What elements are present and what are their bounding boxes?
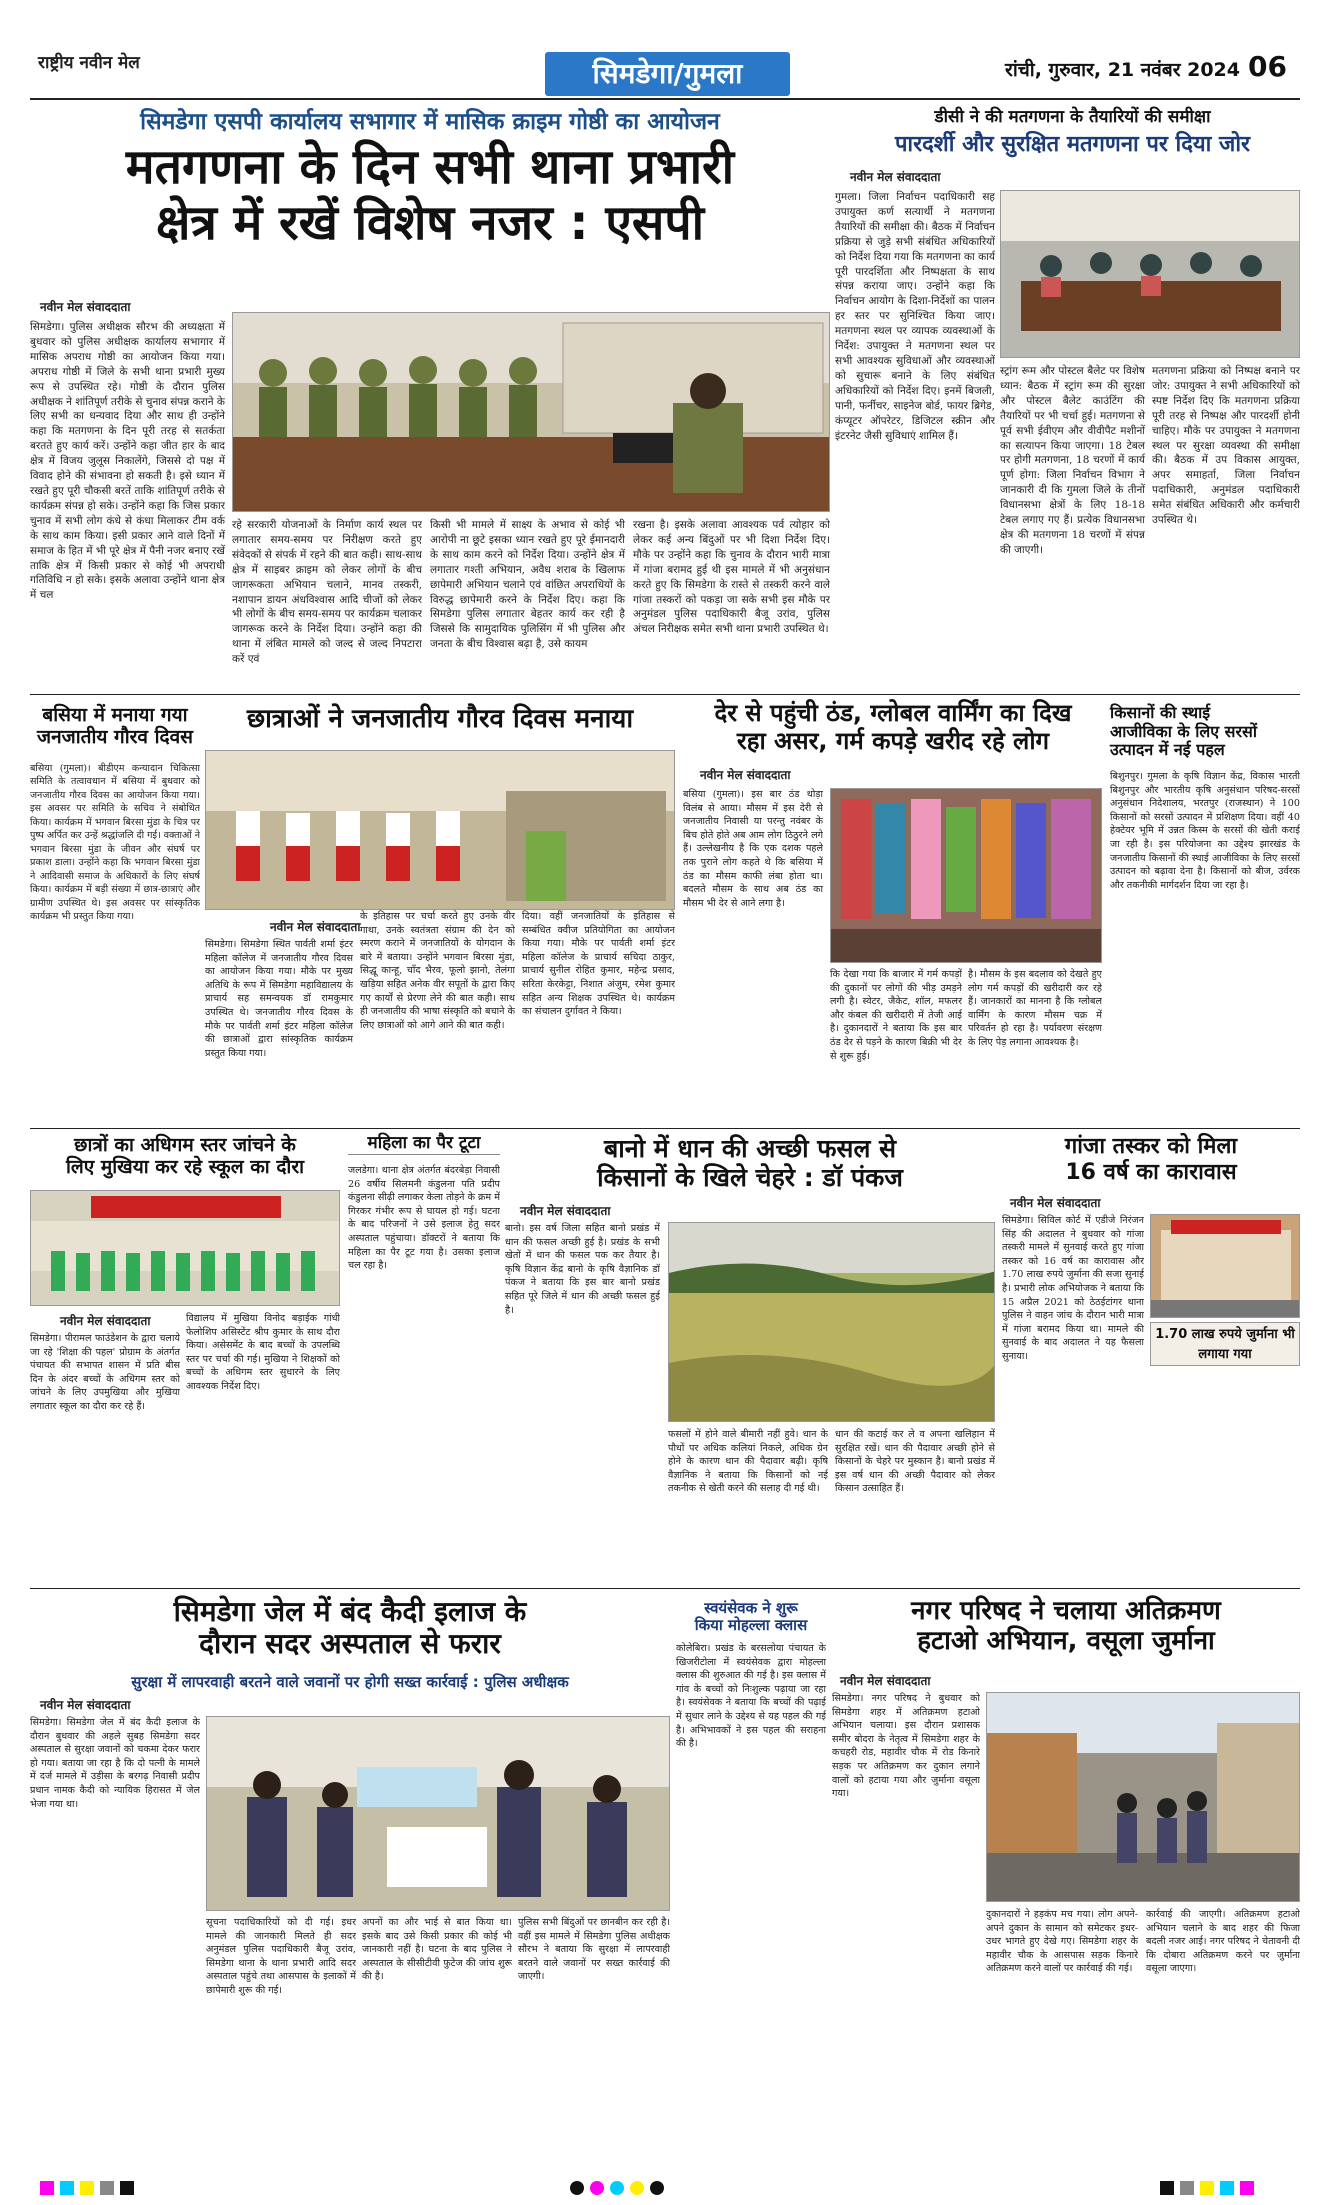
a2-byline: नवीन मेल संवाददाता [850, 170, 941, 184]
a1-headline-line1: मतगणना के दिन सभी थाना प्रभारी [125, 139, 735, 195]
a10-headline-line2: 16 वर्ष का कारावास [1065, 1159, 1237, 1185]
a2-col1: गुमला। जिला निर्वाचन पदाधिकारी सह उपायुक्त कर्ण सत्यार्थी ने मतगणना तैयारियों की समीक्षा की। बैठक में निर्वाचन प्रक्रिया से जुड़े सभी संबंधित अधिकारियों को निर्देश दिया गया कि मतगणना का कार्य पूरी पारदर्शिता और निष्पक्षता के साथ संपन्न कराया जाए। उन्होंने कहा कि निर्वाचन आयोग के दिशा-निर्देशों का पालन हर स्तर पर सुनिश्चित किया जाए। मतगणना स्थल पर व्यापक व्यवस्थाओं के निर्देश: उपायुक्त ने मतगणना स्थल पर सभी आवश्यक सुविधाओं और व्यवस्थाओं को सुचारू बनाने के लिए संबंधित अधिकारियों को निर्देश दिए। इनमें बिजली, पानी, फर्नीचर, साइनेज बोर्ड, फायर ब्रिगेड, कंप्यूटर ऑपरेटर, डिजिटल स्क्रीन और इंटरनेट जैसी सुविधाएं शामिल हैं। [835, 191, 995, 442]
a5-col2: कि देखा गया कि बाजार में गर्म कपड़ों की दुकानों पर लोगों की भीड़ उमड़ने लगी है। स्वेटर, जैकेट, शॉल, मफलर और कंबल की खरीदारी में तेजी आई है। दुकानदारों ने बताया कि इस बार ठंड देर से पड़ने के कारण बिक्री भी देर से शुरू हुई। [830, 969, 962, 1062]
a1-col3: किसी भी मामले में साक्ष्य के अभाव से कोई भी आरोपी ना छूटे इसका ध्यान रखते हुए पूरे ईमानदारी के साथ काम करने को निर्देश दिया। उन्होंने क्षेत्र में लगातार गश्ती अभियान, अवैध शराब के खिलाफ छापेमारी अभियान चलाने एवं वांछित अपराधियों के विरुद्ध छापेमारी करने के निर्देश दिए। कहा कि सिमडेगा पुलिस लगातार बेहतर कार्य कर रही है जिससे कि सामुदायिक पुलिसिंग में भी पुलिस और जनता के बीच विश्वास बढ़ा है, उसे कायम [430, 519, 625, 651]
a1-photo-meeting [232, 312, 830, 512]
a7-headline-line2: लिए मुखिया कर रहे स्कूल का दौरा [65, 1156, 305, 1179]
a4-col2: के इतिहास पर चर्चा करते हुए उनके वीर गाथा, उनके स्वतंत्रता संग्राम की देन को स्मरण कराने में जनजातियों के योगदान के बारे में बताया। उन्होंने भगवान बिरसा मुंडा, सिद्धू कान्हू, चाँद भैरव, फूलो झानो, तेलंगा खड़िया सहित अनेक वीर सपूतों के द्वारा किए गए कार्यों से प्रेरणा लेने की बात कही। साथ ही जनजातीय की भाषा संस्कृति को बचाने के लिए छात्राओं को आगे आने की बात कही। [360, 911, 515, 1031]
a11-headline-line2: दौरान सदर अस्पताल से फरार [199, 1627, 501, 1661]
a3-headline-line2: जनजातीय गौरव दिवस [36, 726, 194, 749]
section-band: सिमडेगा/गुमला [545, 52, 790, 96]
a2-col2: स्ट्रांग रूम और पोस्टल बैलेट पर विशेष ध्यान: बैठक में स्ट्रांग रूम की सुरक्षा और पोस्टल बैलेट काउंटिंग की तैयारियों पर भी चर्चा हुई। मतगणना से पूर्व सभी ईवीएम और वीवीपैट मशीनों का सत्यापन किया जाएगा। 18 टेबल पर होगी मतगणना, 18 चरणों में कार्य पूर्ण होगा: जिला निर्वाचन विभाग ने जानकारी दी कि गुमला जिले के तीनों विधानसभा क्षेत्रों के लिए 18-18 टेबल लगाए गए हैं। प्रत्येक विधानसभा क्षेत्र की मतगणना 18 चरणों में संपन्न की जाएगी। [1000, 365, 1145, 556]
a6-headline-line3: उत्पादन में नई पहल [1110, 740, 1225, 760]
a7-col2: विद्यालय में मुखिया विनोद बड़ाईक गांधी फेलोशिप असिस्टेंट श्रीप कुमार के साथ दौरा किया। असेसमेंट के बाद बच्चों के उपलब्धि स्तर पर चर्चा की गई। मुखिया ने शिक्षकों को बच्चों के अधिगम स्तर सुधारने के लिए आवश्यक निर्देश दिए। [186, 1313, 340, 1393]
a13-col2: दुकानदारों ने हड़कंप मच गया। लोग अपने-अपने दुकान के सामान को समेटकर इधर-उधर भागते हुए देखे गए। सिमडेगा शहर के महावीर चौक के आसपास सड़क किनारे अतिक्रमण करने वालों पर कार्रवाई की गई। [986, 1909, 1138, 1975]
a8-headline: महिला का पैर टूटा [348, 1134, 500, 1155]
a8-body: जलडेगा। थाना क्षेत्र अंतर्गत बंदरबेड़ा निवासी 26 वर्षीय सिलमनी कंडुलना पति प्रदीप कंडुलना सीढ़ी लगाकर केला तोड़ने के क्रम में गिरकर गंभीर रूप से घायल हो गई। घटना के बाद परिजनों ने उसे इलाज हेतु सदर अस्पताल पहुंचाया। डॉक्टरों ने बताया कि महिला का पैर टूट गया है। उसका इलाज चल रहा है। [348, 1165, 500, 1272]
a12-kicker-line2: किया मोहल्ला क्लास [694, 1616, 808, 1635]
a4-col3: दिया। वहीं जनजातियों के इतिहास से सम्बंधित क्वीज प्रतियोगिता का आयोजन किया गया। मौके पर पार्वती शर्मा इंटर महिला कॉलेज के प्राचार्य सचिदा ठाकुर, प्राचार्य सुनील रोहित कुमार, महेन्द्र प्रसाद, सरिता केरकेट्टा, निशात अंजुम, रमेश कुमार सहित अन्य शिक्षक उपस्थित थे। कार्यक्रम का संचालन दुर्गावत ने किया। [522, 911, 675, 1018]
a1-headline-line2: क्षेत्र में रखें विशेष नजर : एसपी [155, 194, 705, 251]
a13-col3: कार्रवाई की जाएगी। अतिक्रमण हटाओ अभियान चलाने के बाद शहर की फिजा बदली नजर आई। नगर परिषद ने चेतावनी दी कि दोबारा अतिक्रमण करने पर जुर्माना वसूला जाएगा। [1146, 1909, 1300, 1975]
a11-headline [30, 1596, 670, 1661]
a6-headline-line2: आजीविका के लिए सरसों [1110, 721, 1257, 741]
a10-headline [1002, 1134, 1300, 1185]
a1-byline: नवीन मेल संवाददाता [40, 300, 131, 314]
a11-byline: नवीन मेल संवाददाता [40, 1698, 131, 1712]
a9-byline: नवीन मेल संवाददाता [520, 1204, 611, 1218]
a13-headline-line2: हटाओ अभियान, वसूला जुर्माना [917, 1626, 1215, 1657]
a11-photo-hospital [206, 1716, 670, 1911]
a1-col1: सिमडेगा। पुलिस अधीक्षक सौरभ की अध्यक्षता में बुधवार को पुलिस अधीक्षक कार्यालय सभागार में मासिक अपराध गोष्ठी का आयोजन किया गया। अपराध गोष्ठी में जिले के सभी थाना प्रभारी मुख्य रूप से उपस्थित रहे। गोष्ठी के दौरान पुलिस अधीक्षक ने शांतिपूर्ण तरीके से चुनाव संपन्न कराने के लिए सभी का धन्यवाद दिया और साथ ही उन्होंने कहा कि मतगणना के दिन पूरी तरह से सतर्कता बरतते हुए कार्य करें। उन्होंने कहा जीत हार के बाद क्षेत्र में विजय जुलूस निकालेंगे, जिससे दो पक्ष में विवाद होने की संभावना हो सकती है। इसे ध्यान में रखते हुए पूरी चौकसी बरतें ताकि शांतिपूर्ण तरीके से कार्यक्रम संपन्न हो सके। उन्होंने कहा कि जिस प्रकार चुनाव में सभी लोग कंधे से कंधा मिलाकर टीम वर्क के साथ काम किया। इसी प्रकार आने वाले दिनों में समाज के हित में भी पूरे क्षेत्र में पैनी नजर बनाए रखें ताकि क्षेत्र में किसी प्रकार से कोई भी अपराधी गतिविधि न हो सके। इसके अलावा उन्होंने थाना क्षेत्र में चल [30, 321, 225, 602]
a6-body: बिशुनपुर। गुमला के कृषि विज्ञान केंद्र, विकास भारती बिशुनपुर और भारतीय कृषि अनुसंधान परिषद-सरसों अनुसंधान निदेशालय, भरतपुर (राजस्थान) ने 100 किसानों को सरसों उत्पादन में प्रशिक्षण दिया। वहीं 40 हेक्टेयर भूमि में उन्नत किस्म के सरसों की खेती कराई जा रही है। इस परियोजना का उद्देश्य झारखंड के जनजातीय किसानों की स्थाई आजीविका के लिए सरसों उत्पादन को बढ़ावा देना है। किसानों को बीज, उर्वरक और तकनीकी मार्गदर्शन दिया जा रहा है। [1110, 771, 1300, 891]
a3-body: बसिया (गुमला)। बीडीएम कन्यादान चिकित्सा समिति के तत्वावधान में बसिया में बुधवार को जनजातीय गौरव दिवस का आयोजन किया गया। इस अवसर पर समिति के सचिव ने संबोधित किया। कार्यक्रम में भगवान बिरसा मुंडा के चित्र पर पुष्प अर्पित कर उन्हें श्रद्धांजलि दी गई। वक्ताओं ने भगवान बिरसा मुंडा के जीवन और संघर्ष पर प्रकाश डाला। उन्होंने कहा कि भगवान बिरसा मुंडा ने आदिवासी समाज के अधिकारों के लिए संघर्ष किया। कार्यक्रम में बड़ी संख्या में छात्र-छात्राएं और ग्रामीण उपस्थित थे। इस अवसर पर सांस्कृतिक कार्यक्रम भी प्रस्तुत किया गया। [30, 763, 200, 923]
a11-subhead: सुरक्षा में लापरवाही बरतने वाले जवानों पर होगी सख्त कार्रवाई : पुलिस अधीक्षक [131, 1673, 569, 1691]
a2-kicker: डीसी ने की मतगणना के तैयारियों की समीक्षा [934, 107, 1211, 127]
a11-col2: सूचना पदाधिकारियों को दी गई। इधर मामले की जानकारी मिलते ही सदर अनुमंडल पुलिस पदाधिकारी बैजू उरांव, सिमडेगा थाना के थाना प्रभारी आदि सदर अस्पताल पहुंचे तथा आसपास के इलाकों में छापेमारी शुरू की गई। [206, 1917, 356, 1997]
a13-photo-street [986, 1692, 1300, 1902]
a6-headline-line1: किसानों की स्थाई [1110, 703, 1211, 722]
a5-photo-market [830, 788, 1102, 963]
a7-headline [30, 1134, 340, 1178]
a5-col1: बसिया (गुमला)। इस बार ठंड थोड़ा विलंब से आया। मौसम में इस देरी से जनजातीय निवासी या परन्तु नवंबर के बिच होते होते अब आम लोग ठिठुरने लगे हैं। उल्लेखनीय है कि एक दशक पहले तक पुराने लोग कहते थे कि बसिया में ठंड का मौसम काफी लंबा होता था। बदलते मौसम के साथ अब ठंड का मौसम भी देर से आने लगा है। [683, 789, 823, 909]
a7-col1: सिमडेगा। पीरामल फाउंडेशन के द्वारा चलाये जा रहे 'शिक्षा की पहल' प्रोग्राम के अंतर्गत पंचायत की सभापत शासन में प्रति बीस दिन के अंदर बच्चों के अधिगम स्तर को जांचने के लिए उपमुखिया और मुखिया लगातार स्कूल का दौरा कर रहे हैं। [30, 1333, 180, 1413]
a3-headline-line1: बसिया में मनाया गया [42, 704, 188, 726]
a10-byline: नवीन मेल संवाददाता [1010, 1196, 1101, 1210]
a12-kicker-line1: स्वयंसेवक ने शुरू [704, 1599, 798, 1617]
a10-photo-court [1150, 1214, 1300, 1318]
a9-col1: बानो। इस वर्ष जिला सहित बानो प्रखंड में धान की फसल अच्छी हुई है। प्रखंड के सभी खेतों में धान की फसल पक कर तैयार है। कृषि विज्ञान केंद्र बानो के कृषि वैज्ञानिक डॉ पंकज ने बताया कि इस बार बानो प्रखंड सहित पूरे जिले में धान की अच्छी फसल हुई है। [505, 1223, 660, 1316]
a13-col1: सिमडेगा। नगर परिषद ने बुधवार को सिमडेगा शहर में अतिक्रमण हटाओ अभियान चलाया। इस दौरान प्रशासक समीर बोदरा के नेतृत्व में सिमडेगा शहर के कचहरी रोड, महावीर चौक में रोड किनारे सड़क पर अतिक्रमण कर दुकान लगाने वालों को हटाया गया और जुर्माना वसूला गया। [832, 1693, 980, 1800]
a9-col2: फसलों में होने वाले बीमारी नहीं हुवे। धान के पौधों पर अधिक कलियां निकले, अधिक ग्रेन होने के कारण धान की पैदावार बढ़ी। कृषि वैज्ञानिक ने बताया कि किसानों को नई तकनीक से खेती करने की सलाह दी गई थी। [668, 1429, 828, 1495]
a2-col3: मतगणना प्रक्रिया को निष्पक्ष बनाने पर जोर: उपायुक्त ने सभी अधिकारियों को स्पष्ट निर्देश दिए कि मतगणना प्रक्रिया पूरी तरह से निष्पक्ष और पारदर्शी होनी चाहिए। मौके पर उपायुक्त ने मतगणना स्थल पर सुरक्षा व्यवस्था की समीक्षा की। बैठक में उप विकास आयुक्त, अपर समाहर्ता, जिला निर्वाचन पदाधिकारी, अनुमंडल पदाधिकारी समेत संबंधित अधिकारी और कर्मचारी उपस्थित थे। [1152, 365, 1300, 527]
a1-col4: रखना है। इसके अलावा आवश्यक पर्व त्योहार को लेकर कई अन्य बिंदुओं पर भी दिशा निर्देश दिए। मौके पर उन्होंने कहा कि चुनाव के दौरान भारी मात्रा में गांजा बरामद हुई थी इस मामले में भी अनुसंधान करते हुए कि सिमडेगा के रास्ते से तस्करी करने वाले गांजा तस्करों को पकड़ा जा सके सभी इस मौके पर अनुमंडल पुलिस पदाधिकारी बैजू उरांव, पुलिस अंचल निरीक्षक समेत सभी थाना प्रभारी उपस्थित थे। [633, 519, 830, 636]
a11-col4: पुलिस सभी बिंदुओं पर छानबीन कर रही है। वहीं इस मामले में सिमडेगा पुलिस अधीक्षक सौरभ ने बताया कि सुरक्षा में लापरवाही बरतने वाले जवानों पर सख्त कार्रवाई की जाएगी। [518, 1917, 670, 1983]
a7-headline-line1: छात्रों का अधिगम स्तर जांचने के [74, 1134, 296, 1156]
a4-headline: छात्राओं ने जनजातीय गौरव दिवस मनाया [246, 704, 634, 734]
a3-headline [30, 704, 200, 748]
page-number: 06 [1248, 50, 1287, 83]
a4-photo-dance [205, 750, 675, 910]
a7-byline: नवीन मेल संवाददाता [60, 1314, 151, 1328]
a7-photo-school [30, 1190, 340, 1306]
a11-col3: अपनों का और भाई से बात किया था। इसके बाद उसे किसी प्रकार की कोई भी जानकारी नहीं है। घटना के बाद पुलिस ने अस्पताल के सीसीटीवी फुटेज की जांच शुरू की है। [362, 1917, 512, 1983]
a9-col3: धान की कटाई कर ले व अपना खलिहान में सुरक्षित रखें। धान की पैदावार अच्छी होने से किसानों के चेहरे पर मुस्कान है। बानो प्रखंड में इस वर्ष धान की अच्छी पैदावार को लेकर किसान उत्साहित हैं। [835, 1429, 995, 1495]
newspaper-brand: राष्ट्रीय नवीन मेल [38, 53, 140, 73]
a13-headline-line1: नगर परिषद ने चलाया अतिक्रमण [911, 1596, 1221, 1626]
a11-headline-line1: सिमडेगा जेल में बंद कैदी इलाज के [173, 1595, 527, 1628]
rule-2 [30, 1128, 1300, 1129]
a1-headline [30, 140, 830, 251]
issue-date: रांची, गुरुवार, 21 नवंबर 2024 [1005, 59, 1240, 81]
a13-headline [832, 1596, 1300, 1656]
a9-headline-line2: किसानों के खिले चेहरे : डॉ पंकज [597, 1163, 903, 1192]
a5-headline-line2: रहा असर, गर्म कपड़े खरीद रहे लोग [736, 726, 1050, 755]
a9-photo-paddy [668, 1222, 995, 1422]
a4-col1: सिमडेगा। सिमडेगा स्थित पार्वती शर्मा इंटर महिला कॉलेज में जनजातीय गौरव दिवस का आयोजन किया गया। मौके पर मुख्य अतिथि के रूप में सिमडेगा महाविद्यालय के प्राचार्य सह समन्वयक डॉ रामकुमार उपस्थित थे। जनजातीय गौरव दिवस के मौके पर पार्वती शर्मा इंटर महिला कॉलेज की छात्राओं द्वारा सांस्कृतिक कार्यक्रम प्रस्तुत किया गया। [205, 939, 353, 1059]
a2-photo-meeting [1000, 190, 1300, 358]
a13-byline: नवीन मेल संवाददाता [840, 1674, 931, 1688]
a5-col3: है। मौसम के इस बदलाव को देखते हुए लोग गर्म कपड़ों की खरीदारी कर रहे हैं। जानकारों का मानना है कि ग्लोबल वार्मिंग के कारण मौसम चक्र में परिवर्तन हो रहा है। पर्यावरण संरक्षण के लिए पेड़ लगाना आवश्यक है। [968, 969, 1102, 1049]
a5-headline [683, 700, 1103, 756]
color-registration-strip [40, 2180, 340, 2196]
a10-body: सिमडेगा। सिविल कोर्ट में एडीजे निरंजन सिंह की अदालत ने बुधवार को गांजा तस्करी मामले में सुनवाई करते हुए गांजा तस्कर को 16 वर्ष का कारावास और 1.70 लाख रुपये जुर्माना की सजा सुनाई है। प्रभारी लोक अभियोजक ने बताया कि 15 अप्रैल 2021 को ठेठईटांगर थाना पुलिस ने वाहन जांच के दौरान भारी मात्रा में गांजा बरामद किया था। मामले की सुनवाई के बाद अदालत ने यह फैसला सुनाया। [1002, 1215, 1144, 1363]
a12-kicker [676, 1600, 826, 1635]
a5-byline: नवीन मेल संवाददाता [700, 768, 791, 782]
a2-headline: पारदर्शी और सुरक्षित मतगणना पर दिया जोर [894, 132, 1251, 157]
a12-body: कोलेबिरा। प्रखंड के बरसलोया पंचायत के खिजरीटोला में स्वयंसेवक द्वारा मोहल्ला क्लास की शुरुआत की गई है। इस क्लास में गांव के बच्चों को निःशुल्क पढ़ाया जा रहा है। स्वयंसेवक ने बताया कि बच्चों की पढ़ाई में सुधार लाने के उद्देश्य से यह पहल की गई है। अभिभावकों ने इस पहल की सराहना की है। [676, 1643, 826, 1750]
a1-col2: रहे सरकारी योजनाओं के निर्माण कार्य स्थल पर लगातार समय-समय पर निरीक्षण करते हुए संवेदकों से संपर्क में रहने की बात कही। साथ-साथ क्षेत्र में साइबर क्राइम को लेकर लोगों के बीच जागरूकता अभियान चलाने, मानव तस्करी, नशापान डायन अंधविश्वास आदि चीजों को लेकर भी लोगों के बीच समय-समय पर कार्यक्रम चलाकर जागरूक करने के निर्देश दिया। उन्होंने कहा की थाना में लंबित मामले को जल्द से जल्द निपटारा करें एवं [232, 519, 422, 666]
a4-byline: नवीन मेल संवाददाता [270, 920, 361, 934]
header-rule [30, 98, 1300, 100]
a5-headline-line1: देर से पहुंची ठंड, ग्लोबल वार्मिंग का दिख [714, 699, 1072, 727]
a1-kicker: सिमडेगा एसपी कार्यालय सभागार में मासिक क्राइम गोष्ठी का आयोजन [140, 109, 720, 135]
rule-1 [30, 694, 1300, 695]
color-registration-strip-right [1160, 2180, 1300, 2196]
a6-headline [1110, 704, 1300, 760]
rule-3 [30, 1588, 1300, 1589]
a9-headline [505, 1134, 995, 1192]
a9-headline-line1: बानो में धान की अच्छी फसल से [604, 1134, 896, 1163]
a11-col1: सिमडेगा। सिमडेगा जेल में बंद कैदी इलाज के दौरान बुधवार की अहले सुबह सिमडेगा सदर अस्पताल से सुरक्षा जवानों को चकमा देकर फरार हो गया। बताया जा रहा है कि दो पत्नी के मामले में दर्ज मामले में उड़ीसा के बरगढ़ निवासी प्रदीप प्रधान नामक कैदी को न्यायिक हिरासत में जेल भेजा गया था। [30, 1717, 200, 1810]
a10-headline-line1: गांजा तस्कर को मिला [1064, 1134, 1238, 1159]
a10-caption: 1.70 लाख रुपये जुर्माना भी लगाया गया [1150, 1322, 1300, 1366]
center-registration-dots [570, 2180, 720, 2196]
